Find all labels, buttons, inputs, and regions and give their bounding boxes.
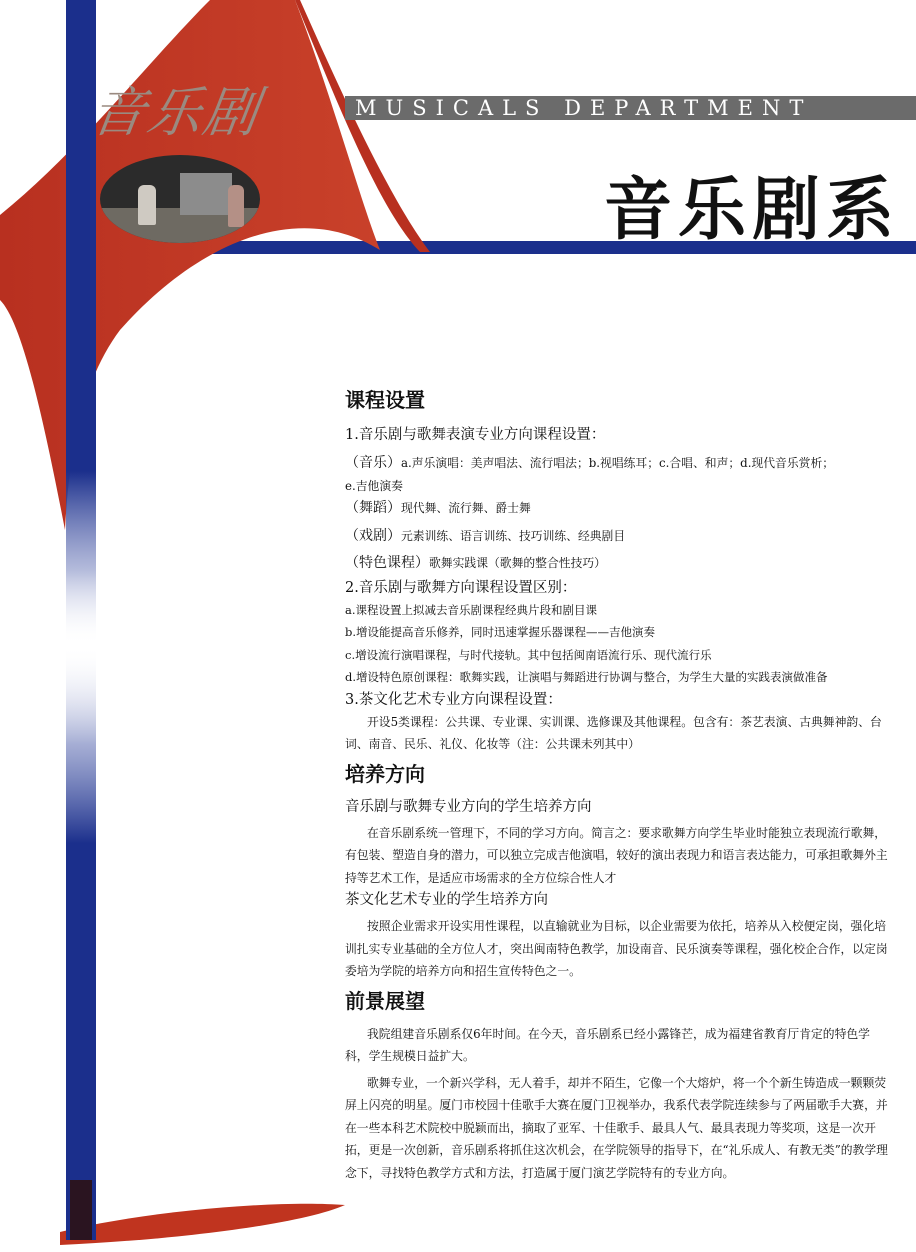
department-title-cn: 音乐剧系 <box>603 170 900 250</box>
item2-d: d.增设特色原创课程：歌舞实践，让演唱与舞蹈进行协调与整合，为学生大量的实践表演做准备 <box>345 670 828 684</box>
outlook-heading: 前景展望 <box>345 988 425 1013</box>
special-tag: （特色课程） <box>345 555 429 571</box>
dance-tag: （舞蹈） <box>345 500 401 516</box>
item2-a: a.课程设置上拟减去音乐剧课程经典片段和剧目课 <box>345 602 598 617</box>
training-sub2: 茶文化艺术专业的学生培养方向 <box>345 892 548 908</box>
drama-line <box>345 525 890 548</box>
music-tag: （音乐） <box>345 455 401 471</box>
stage-photo <box>100 155 260 243</box>
training-text2: 按照企业需求开设实用性课程，以直输就业为目标，以企业需要为依托，培养从入校便定岗，强化培训扎实专业基础的全方位人才，突出闽南特色教学，加设南音、民乐演奏等课程，强化校企合作，以定岗委培为学院的培养方向和招生宣传特色之一。 <box>345 919 888 978</box>
special-line <box>345 552 890 575</box>
curriculum-item1-title: 1.音乐剧与歌舞表演专业方向课程设置： <box>345 427 606 443</box>
item2-c: c.增设流行演唱课程，与时代接轨。其中包括闽南语流行乐、现代流行乐 <box>345 647 712 662</box>
training-sub1: 音乐剧与歌舞专业方向的学生培养方向 <box>345 798 592 815</box>
red-base <box>60 1204 345 1245</box>
training-text1: 在音乐剧系统一管理下，不同的学习方向。简言之：要求歌舞方向学生毕业时能独立表现流行歌舞，有包装、塑造自身的潜力，可以独立完成吉他演唱，较好的演出表现力和语言表达能力，可承担歌舞外主持等艺术工作，是适应市场需求的全方位综合性人才 <box>345 825 888 885</box>
dance-line <box>345 497 890 520</box>
item2-b: b.增设能提高音乐修养，同时迅速掌握乐器课程——吉他演奏 <box>345 625 656 639</box>
department-title-en: MUSICALS DEPARTMENT <box>355 96 813 120</box>
training-heading: 培养方向 <box>345 761 425 786</box>
main-content <box>345 386 890 1184</box>
blue-pole <box>66 0 96 1240</box>
curriculum-item3-title: 3.茶文化艺术专业方向课程设置： <box>345 691 562 708</box>
special-text: 歌舞实践课（歌舞的整合性技巧） <box>429 556 606 570</box>
outlook-text1: 我院组建音乐剧系仅6年时间。在今天，音乐剧系已经小露锋芒，成为福建省教育厅肯定的特色学科，学生规模日益扩大。 <box>345 1026 870 1063</box>
music-text: a.声乐演唱：美声唱法、流行唱法；b.视唱练耳；c.合唱、和声；d.现代音乐赏析； <box>401 456 835 470</box>
calligraphy-logo: 音乐剧 <box>87 81 264 144</box>
pole-shadow <box>70 1180 92 1240</box>
drama-tag: （戏剧） <box>345 527 401 544</box>
item3-text: 开设5类课程：公共课、专业课、实训课、选修课及其他课程。包含有：茶艺表演、古典舞神韵、台词、南音、民乐、礼仪、化妆等（注：公共课未列其中） <box>345 714 882 751</box>
curriculum-item2-title: 2.音乐剧与歌舞方向课程设置区别： <box>345 579 577 596</box>
music-line <box>345 452 890 475</box>
dance-text: 现代舞、流行舞、爵士舞 <box>401 501 531 515</box>
curriculum-heading: 课程设置 <box>345 388 425 412</box>
drama-text: 元素训练、语言训练、技巧训练、经典剧目 <box>401 528 626 543</box>
music-text2: e.吉他演奏 <box>345 478 403 493</box>
outlook-text2: 歌舞专业，一个新兴学科，无人着手，却并不陌生，它像一个大熔炉，将一个个新生铸造成一颗颗荧屏上闪亮的明星。厦门市校园十佳歌手大赛在厦门卫视举办，我系代表学院连续参与了两届歌手大赛，并在一些本科艺术院校中脱颖而出，摘取了亚军、十佳歌手、最具人气、最具表现力等奖项，这是一次开拓，更是一次创新，音乐剧系将抓住这次机会，在学院领导的指导下，在“礼乐成人、有教无类”的教学理念下，寻找特色教学方式和方法，打造属于厦门演艺学院特有的专业方向。 <box>345 1075 888 1180</box>
